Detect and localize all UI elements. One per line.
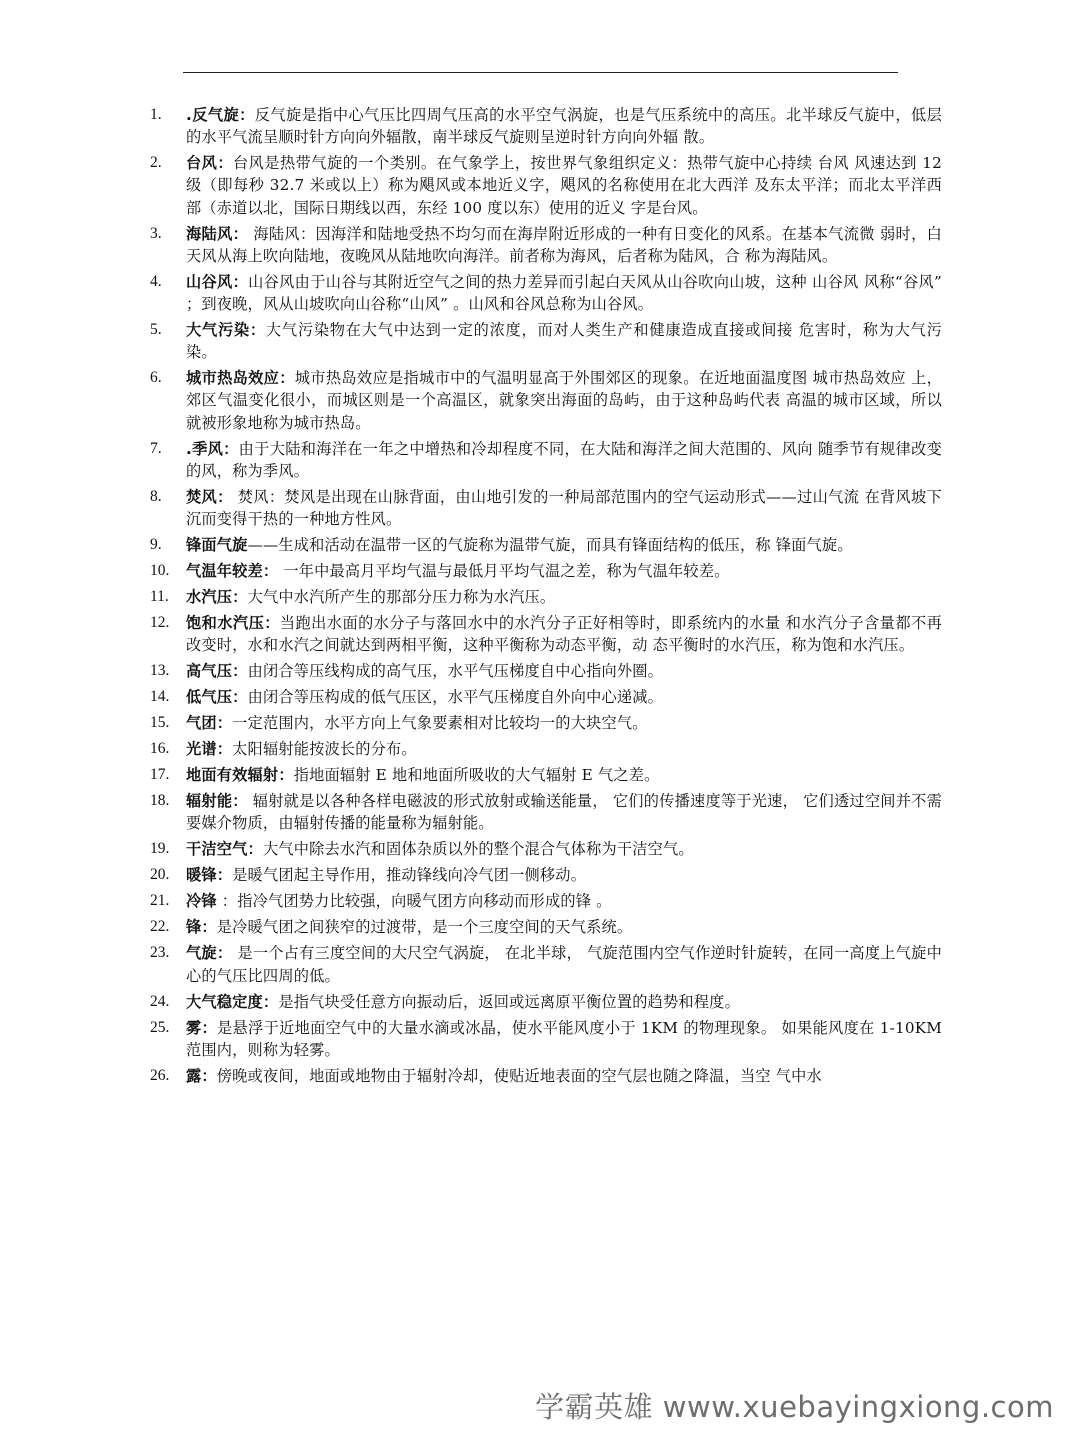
- item-definition: 太阳辐射能按波长的分布。: [232, 740, 417, 759]
- item-number: 20.: [150, 866, 170, 884]
- item-term: 大气稳定度：: [186, 992, 279, 1011]
- item-definition: 焚风：焚风是出现在山脉背面，由山地引发的一种局部范围内的空气运动形式——过山气流 在背风坡下沉而变得干热的一种地方性风。: [186, 487, 942, 529]
- list-item: [150, 660, 942, 682]
- item-number: 7.: [150, 439, 162, 457]
- list-item: [150, 712, 942, 734]
- item-number: 15.: [150, 714, 170, 732]
- item-term: 城市热岛效应：: [186, 369, 295, 388]
- list-item: [150, 319, 942, 363]
- item-definition: 指地面辐射 E 地和地面所吸收的大气辐射 E 气之差。: [293, 766, 660, 785]
- item-term: 高气压：: [186, 662, 248, 681]
- item-number: 19.: [150, 840, 170, 858]
- item-definition: 是冷暖气团之间狭窄的过渡带，是一个三度空间的天气系统。: [216, 918, 633, 937]
- item-body: [186, 790, 942, 834]
- item-body: [186, 438, 942, 482]
- list-item: [150, 991, 942, 1013]
- item-definition: 大气中除去水汽和固体杂质以外的整个混合气体称为干洁空气。: [262, 840, 694, 859]
- item-body: [186, 486, 942, 530]
- list-item: [150, 438, 942, 482]
- item-body: [186, 738, 942, 760]
- list-item: [150, 560, 942, 582]
- item-definition: 由闭合等压构成的低气压区，水平气压梯度自外向中心递减。: [247, 688, 664, 707]
- list-item: [150, 223, 942, 267]
- item-term: 雾：: [186, 1018, 218, 1037]
- list-item: [150, 367, 942, 434]
- item-number: 17.: [150, 766, 170, 784]
- item-number: 14.: [150, 688, 170, 706]
- item-term: 饱和水汽压：: [186, 614, 280, 633]
- list-item: [150, 586, 942, 608]
- item-body: [186, 991, 942, 1013]
- item-term: .反气旋：: [186, 106, 255, 124]
- item-definition: ——生成和活动在温带一区的气旋称为温带气旋，而具有锋面结构的低压，称 锋面气旋。: [247, 536, 853, 555]
- item-definition: 傍晚或夜间，地面或地物由于辐射冷却，使贴近地表面的空气层也随之降温，当空 气中水: [216, 1066, 822, 1085]
- item-term: 水汽压：: [186, 588, 248, 607]
- item-term: 锋：: [186, 918, 217, 937]
- item-number: 24.: [150, 992, 170, 1010]
- item-term: 气团：: [186, 714, 233, 733]
- item-definition: 大气中水汽所产生的那部分压力称为水汽压。: [247, 588, 556, 607]
- item-definition: 海陆风：因海洋和陆地受热不均匀而在海岸附近形成的一种有日变化的风系。在基本气流微 弱时，白天风从海上吹向陆地，夜晚风从陆地吹向海洋。前者称为海风，后者称为陆风，合 称为海陆风。: [186, 224, 942, 265]
- site-watermark: 学霸英雄 www.xuebayingxiong.com: [535, 1390, 1054, 1424]
- list-item: [150, 890, 942, 912]
- list-item: [150, 838, 942, 860]
- item-body: [186, 612, 942, 656]
- item-definition: 是指气块受任意方向振动后，返回或远离原平衡位置的趋势和程度。: [278, 992, 740, 1011]
- item-number: 11.: [150, 588, 169, 606]
- list-item: [150, 152, 942, 219]
- list-item: [150, 271, 942, 315]
- item-number: 9.: [150, 536, 162, 554]
- item-number: 1.: [150, 106, 162, 123]
- item-number: 23.: [150, 944, 170, 962]
- glossary-list: [150, 104, 942, 1091]
- item-term: 焚风：: [186, 487, 233, 506]
- item-body: [186, 319, 942, 363]
- item-definition: 大气污染物在大气中达到一定的浓度，而对人类生产和健康造成直接或间接 危害时，称为大气污染。: [186, 321, 942, 362]
- item-definition: 辐射就是以各种各样电磁波的形式放射或输送能量， 它们的传播速度等于光速， 它们透过空间并不需要媒介物质，由辐射传播的能量称为辐射能。: [186, 792, 942, 833]
- item-term: 露：: [186, 1066, 217, 1085]
- item-definition: 城市热岛效应是指城市中的气温明显高于外围郊区的现象。在近地面温度图 城市热岛效应 上，郊区气温变化很小，而城区则是一个高温区，就象突出海面的岛屿，由于这种岛屿代表 高温的城市区域，所以就被形象地称为城市热岛。: [186, 369, 942, 432]
- item-body: [186, 764, 942, 786]
- item-number: 8.: [150, 487, 162, 505]
- item-body: [186, 586, 942, 608]
- item-term: 冷锋: [186, 892, 217, 911]
- item-number: 16.: [150, 740, 170, 758]
- item-body: [186, 152, 942, 219]
- header-rule: [183, 72, 898, 73]
- item-term: 气旋：: [186, 944, 233, 963]
- item-definition: 当跑出水面的水分子与落回水中的水汽分子正好相等时，即系统内的水量 和水汽分子含量都不再改变时，水和水汽之间就达到两相平衡，这种平衡称为动态平衡，动 态平衡时的水汽压，称为饱和水汽压。: [186, 614, 942, 655]
- item-number: 18.: [150, 792, 170, 810]
- item-number: 25.: [150, 1018, 170, 1036]
- item-number: 10.: [150, 562, 170, 580]
- item-term: 海陆风：: [186, 224, 249, 243]
- item-body: [186, 1017, 942, 1061]
- item-term: 光谱：: [186, 740, 233, 759]
- item-term: 山谷风：: [186, 272, 249, 291]
- item-definition: 是一个占有三度空间的大尺空气涡旋， 在北半球， 气旋范围内空气作逆时针旋转，在同一高度上气旋中心的气压比四周的低。: [186, 944, 942, 985]
- item-term: 大气污染：: [186, 321, 266, 340]
- item-number: 13.: [150, 662, 170, 680]
- item-number: 22.: [150, 918, 170, 936]
- item-definition: 一年中最高月平均气温与最低月平均气温之差，称为气温年较差。: [278, 562, 730, 581]
- item-term: 气温年较差：: [186, 562, 279, 581]
- item-definition: 由于大陆和海洋在一年之中增热和冷却程度不同，在大陆和海洋之间大范围的、风向 随季节有规律改变的风，称为季风。: [186, 439, 942, 480]
- item-number: 2.: [150, 154, 162, 172]
- item-definition: 反气旋是指中心气压比四周气压高的水平空气涡旋，也是气压系统中的高压。北半球反气旋中，低层的水平气流呈顺时针方向向外辐散，南半球反气旋则呈逆时针方向向外辐 散。: [186, 106, 942, 147]
- list-item: [150, 1017, 942, 1061]
- item-definition: 台风是热带气旋的一个类别。在气象学上，按世界气象组织定义：热带气旋中心持续 台风 风速达到 12 级（即每秒 32.7 米或以上）称为飓风或本地近义字，飓风的名称使用在北大西洋 及东太平洋；而北太平洋西部（赤道以北，国际日期线以西，东经 100 度以东）使用的近义 字是台风。: [186, 154, 942, 217]
- item-definition: 一定范围内，水平方向上气象要素相对比较均一的大块空气。: [232, 714, 648, 733]
- item-body: [186, 367, 942, 434]
- item-number: 4.: [150, 272, 162, 290]
- item-number: 26.: [150, 1066, 170, 1084]
- item-body: [186, 712, 942, 734]
- list-item: [150, 738, 942, 760]
- list-item: [150, 612, 942, 656]
- item-body: [186, 660, 942, 682]
- item-body: [186, 223, 942, 267]
- list-item: [150, 104, 942, 148]
- item-definition: 山谷风由于山谷与其附近空气之间的热力差异而引起白天风从山谷吹向山坡，这种 山谷风 风称“谷风” ；到夜晚，风从山坡吹向山谷称“山风” 。山风和谷风总称为山谷风。: [186, 272, 942, 314]
- item-number: 5.: [150, 321, 162, 339]
- list-item: [150, 686, 942, 708]
- list-item: [150, 534, 942, 556]
- list-item: [150, 942, 942, 986]
- item-term: 干洁空气：: [186, 840, 263, 859]
- list-item: [150, 864, 942, 886]
- list-item: [150, 916, 942, 938]
- item-body: [186, 1065, 942, 1087]
- item-body: [186, 890, 942, 912]
- item-term: .季风：: [186, 439, 239, 458]
- item-definition: 由闭合等压线构成的高气压，水平气压梯度自中心指向外圈。: [247, 662, 664, 681]
- item-body: [186, 942, 942, 986]
- item-number: 21.: [150, 892, 170, 910]
- item-body: [186, 916, 942, 938]
- item-term: 地面有效辐射：: [186, 766, 294, 785]
- item-body: [186, 104, 942, 148]
- item-body: [186, 271, 942, 315]
- item-body: [186, 560, 942, 582]
- item-body: [186, 534, 942, 556]
- item-body: [186, 838, 942, 860]
- list-item: [150, 764, 942, 786]
- list-item: [150, 790, 942, 834]
- item-term: 锋面气旋: [186, 536, 248, 555]
- item-number: 12.: [150, 614, 170, 632]
- item-term: 暖锋：: [186, 866, 233, 885]
- item-body: [186, 686, 942, 708]
- list-item: [150, 1065, 942, 1087]
- item-term: 台风：: [186, 154, 233, 173]
- item-number: 3.: [150, 224, 162, 242]
- item-term: 辐射能：: [186, 792, 248, 811]
- item-number: 6.: [150, 369, 162, 387]
- item-definition: 是暖气团起主导作用，推动锋线向冷气团一侧移动。: [232, 866, 587, 885]
- list-item: [150, 486, 942, 530]
- item-definition: ：指冷气团势力比较强，向暖气团方向移动而形成的锋 。: [216, 892, 612, 911]
- item-definition: 是悬浮于近地面空气中的大量水滴或冰晶，使水平能风度小于 1KM 的物理现象。 如果能风度在 1-10KM 范围内，则称为轻雾。: [186, 1018, 942, 1059]
- item-body: [186, 864, 942, 886]
- item-term: 低气压：: [186, 688, 248, 707]
